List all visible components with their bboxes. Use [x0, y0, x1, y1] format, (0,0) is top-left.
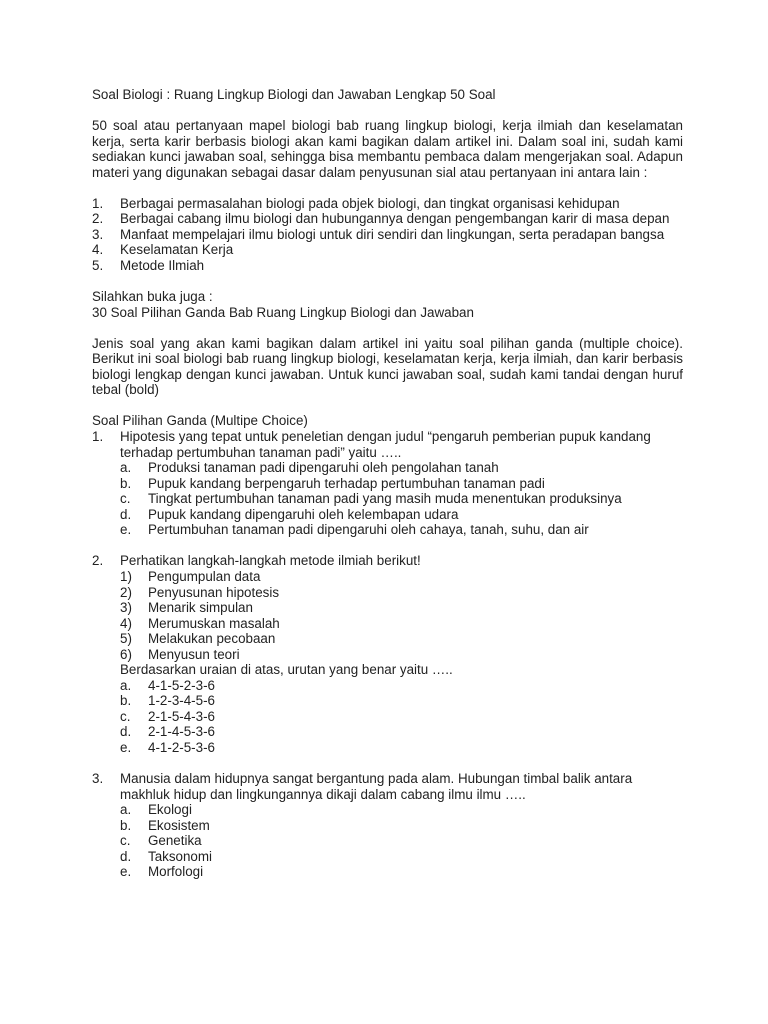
question-step-text: Merumuskan masalah: [148, 615, 280, 631]
intro-paragraph: 50 soal atau pertanyaan mapel biologi bab ruang lingkup biologi, kerja ilmiah dan keselamatan kerja, serta karir berbasis biologi akan kami bagikan dalam artikel ini. Dalam soal ini, sudah kami sediakan kunci jawaban soal, sehingga bisa membantu pembaca dalam mengerjakan soal. Adapun materi yang digunakan sebagai dasar dalam penyusunan sial atau pertanyaan ini antara lain :: [92, 118, 683, 180]
answer-option-text: Pupuk kandang berpengaruh terhadap pertumbuhan tanaman padi: [148, 475, 545, 491]
topic-item-text: Berbagai cabang ilmu biologi dan hubungannya dengan pengembangan karir di masa depan: [120, 211, 670, 227]
question-list: [92, 429, 683, 880]
answer-option: [92, 709, 683, 725]
question-instruction: Berdasarkan uraian di atas, urutan yang benar yaitu …..: [120, 662, 453, 678]
question-step: [92, 585, 683, 601]
answer-option-marker: c.: [120, 708, 131, 724]
answer-option: [92, 522, 683, 538]
question-step-marker: 5): [120, 631, 132, 647]
answer-option-text: Tingkat pertumbuhan tanaman padi yang masih muda menentukan produksinya: [148, 491, 622, 507]
see-also-link[interactable]: 30 Soal Pilihan Ganda Bab Ruang Lingkup Biologi dan Jawaban: [92, 304, 474, 320]
topic-item-marker: 2.: [92, 211, 104, 227]
question-marker: 1.: [92, 429, 104, 445]
question-step-text: Pengumpulan data: [148, 568, 261, 584]
topic-item-text: Metode Ilmiah: [120, 258, 205, 274]
document-title: Soal Biologi : Ruang Lingkup Biologi dan Jawaban Lengkap 50 Soal: [92, 87, 496, 102]
answer-option-marker: a.: [120, 802, 132, 818]
answer-option-marker: d.: [120, 724, 132, 740]
topic-item-marker: 5.: [92, 258, 104, 274]
question-marker: 3.: [92, 771, 104, 787]
answer-option-marker: d.: [120, 506, 132, 522]
answer-option: [92, 507, 683, 523]
description-paragraph: Jenis soal yang akan kami bagikan dalam artikel ini yaitu soal pilihan ganda (multiple choice). Berikut ini soal biologi bab ruang lingkup biologi, keselamatan kerja, kerja ilmiah, dan karir berbasis biologi lengkap dengan kunci jawaban. Untuk kunci jawaban soal, sudah kami tandai dengan huruf tebal (bold): [92, 335, 683, 398]
answer-option-marker: e.: [120, 522, 132, 538]
topic-item-text: Keselamatan Kerja: [120, 242, 234, 258]
answer-option-text: Taksonomi: [148, 848, 213, 864]
answer-option-text: Ekosistem: [148, 817, 210, 833]
answer-option-text: 4-1-2-5-3-6: [148, 739, 215, 755]
question-marker: 2.: [92, 553, 104, 569]
topic-item-text: Berbagai permasalahan biologi pada objek biologi, dan tingkat organisasi kehidupan: [120, 195, 620, 211]
question-step-text: Penyusunan hipotesis: [148, 584, 280, 600]
question: [92, 771, 683, 802]
question-step: [92, 569, 683, 585]
answer-option-text: Pertumbuhan tanaman padi dipengaruhi oleh cahaya, tanah, suhu, dan air: [148, 522, 589, 538]
topic-item-text: Manfaat mempelajari ilmu biologi untuk diri sendiri dan lingkungan, serta peradapan bangsa: [120, 226, 665, 242]
answer-option: [92, 818, 683, 834]
answer-option-marker: a.: [120, 460, 132, 476]
answer-option-text: 2-1-4-5-3-6: [148, 724, 215, 740]
answer-option-text: Pupuk kandang dipengaruhi oleh kelembapan udara: [148, 506, 459, 522]
answer-option-text: 1-2-3-4-5-6: [148, 693, 215, 709]
topic-list: [92, 196, 683, 274]
topic-item: [92, 211, 683, 227]
answer-option-marker: c.: [120, 833, 131, 849]
answer-option: [92, 740, 683, 756]
answer-option: [92, 476, 683, 492]
answer-option-text: 4-1-5-2-3-6: [148, 677, 215, 693]
question-step-text: Menyusun teori: [148, 646, 240, 662]
question-step: [92, 631, 683, 647]
answer-option: [92, 693, 683, 709]
answer-option-marker: d.: [120, 848, 132, 864]
answer-option: [92, 849, 683, 865]
question: [92, 429, 683, 460]
answer-option-text: Produksi tanaman padi dipengaruhi oleh pengolahan tanah: [148, 460, 499, 476]
answer-option: [92, 678, 683, 694]
see-also-label: Silahkan buka juga :: [92, 289, 213, 305]
question-step: [92, 647, 683, 663]
question-step: [92, 616, 683, 632]
question-step-marker: 6): [120, 646, 132, 662]
question-step-marker: 4): [120, 615, 132, 631]
answer-option-marker: a.: [120, 677, 132, 693]
answer-option: [92, 491, 683, 507]
topic-item-marker: 4.: [92, 242, 104, 258]
question-text: Manusia dalam hidupnya sangat bergantung pada alam. Hubungan timbal balik antara makhluk hidup dan lingkungannya dikaji dalam cabang ilmu ilmu …..: [120, 771, 633, 802]
answer-option-marker: c.: [120, 491, 131, 507]
question-step-marker: 2): [120, 584, 132, 600]
question-step-text: Melakukan pecobaan: [148, 631, 276, 647]
topic-item: [92, 242, 683, 258]
answer-option-marker: e.: [120, 739, 132, 755]
answer-option-text: Morfologi: [148, 864, 204, 880]
answer-option-text: 2-1-5-4-3-6: [148, 708, 215, 724]
question-step-marker: 1): [120, 568, 132, 584]
question-step-marker: 3): [120, 600, 132, 616]
answer-option-text: Genetika: [148, 833, 202, 849]
answer-option-text: Ekologi: [148, 802, 192, 818]
topic-item: [92, 227, 683, 243]
answer-option: [92, 724, 683, 740]
topic-item: [92, 258, 683, 274]
answer-option: [92, 802, 683, 818]
question-step-text: Menarik simpulan: [148, 600, 253, 616]
answer-option-marker: b.: [120, 817, 132, 833]
answer-option: [92, 833, 683, 849]
answer-option: [92, 460, 683, 476]
answer-option: [92, 864, 683, 880]
topic-item-marker: 1.: [92, 195, 104, 211]
answer-option-marker: b.: [120, 693, 132, 709]
topic-item: [92, 196, 683, 212]
question-step: [92, 600, 683, 616]
document-page: [92, 87, 683, 880]
question-text: Hipotesis yang tepat untuk peneletian dengan judul “pengaruh pemberian pupuk kandang terhadap pertumbuhan tanaman padi” yaitu …..: [120, 429, 651, 460]
topic-item-marker: 3.: [92, 226, 104, 242]
answer-option-marker: b.: [120, 475, 132, 491]
question-text: Perhatikan langkah-langkah metode ilmiah berikut!: [120, 553, 421, 569]
answer-option-marker: e.: [120, 864, 132, 880]
section-title: Soal Pilihan Ganda (Multipe Choice): [92, 413, 308, 429]
question: [92, 553, 683, 569]
